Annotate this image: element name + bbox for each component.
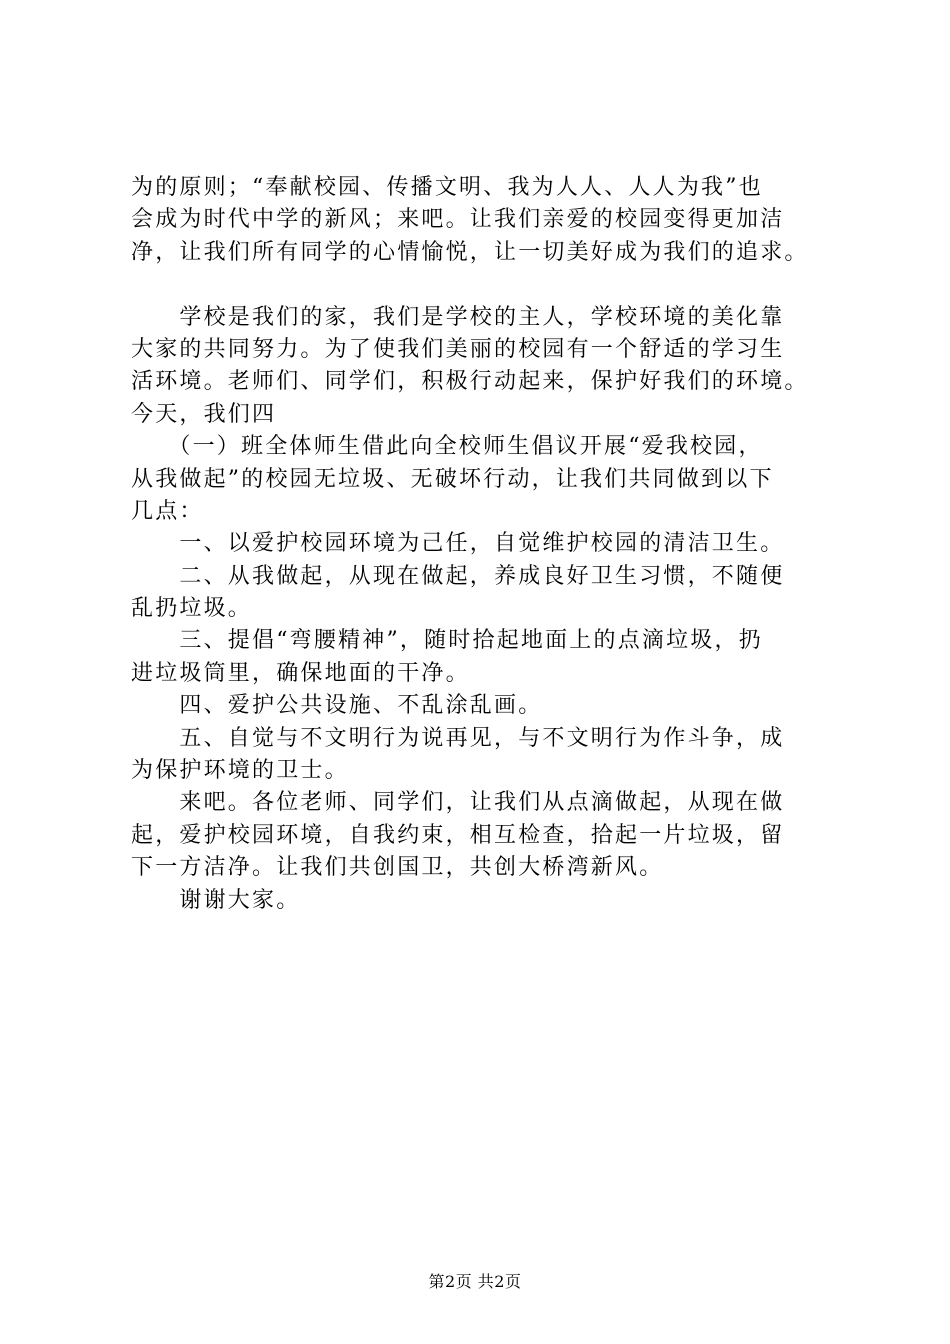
text-line: 乱扔垃圾。 — [131, 596, 253, 622]
text-line: 几点： — [131, 498, 204, 524]
page-footer — [0, 1272, 950, 1292]
text-line: 三、提倡“弯腰精神”，随时拾起地面上的点滴垃圾，扔 — [131, 628, 763, 654]
page-number-label: 第2页 共2页 — [428, 1272, 522, 1291]
text-line: 来吧。各位老师、同学们，让我们从点滴做起，从现在做 — [131, 790, 785, 816]
text-line: 为保护环境的卫士。 — [131, 758, 349, 784]
document-body — [131, 172, 851, 917]
text-line: 会成为时代中学的新风；来吧。让我们亲爱的校园变得更加洁 — [131, 207, 785, 233]
text-line: 五、自觉与不文明行为说再见，与不文明行为作斗争，成 — [131, 725, 785, 751]
paragraph-gap — [131, 269, 851, 301]
text-line: 四、爱护公共设施、不乱涂乱画。 — [131, 693, 543, 719]
text-line: 起，爱护校园环境，自我约束，相互检查，拾起一片垃圾，留 — [131, 822, 785, 848]
text-line: 一、以爱护校园环境为己任，自觉维护校园的清洁卫生。 — [131, 531, 785, 557]
text-line: 今天，我们四 — [131, 401, 277, 427]
text-line: 二、从我做起，从现在做起，养成良好卫生习惯，不随便 — [131, 563, 785, 589]
text-line: 净，让我们所有同学的心情愉悦，让一切美好成为我们的追求。 — [131, 239, 809, 265]
text-line: 下一方洁净。让我们共创国卫，共创大桥湾新风。 — [131, 855, 664, 881]
text-line: 学校是我们的家，我们是学校的主人，学校环境的美化靠 — [131, 304, 785, 330]
text-line: 活环境。老师们、同学们，积极行动起来，保护好我们的环境。 — [131, 369, 809, 395]
text-line: 大家的共同努力。为了使我们美丽的校园有一个舒适的学习生 — [131, 336, 785, 362]
text-line: （一）班全体师生借此向全校师生倡议开展“爱我校园， — [131, 434, 763, 460]
text-line: 从我做起”的校园无垃圾、无破坏行动，让我们共同做到以下 — [131, 466, 774, 492]
text-line: 为的原则；“奉献校园、传播文明、我为人人、人人为我”也 — [131, 175, 763, 200]
text-line: 谢谢大家。 — [131, 887, 301, 913]
text-line: 进垃圾筒里，确保地面的干净。 — [131, 660, 470, 686]
